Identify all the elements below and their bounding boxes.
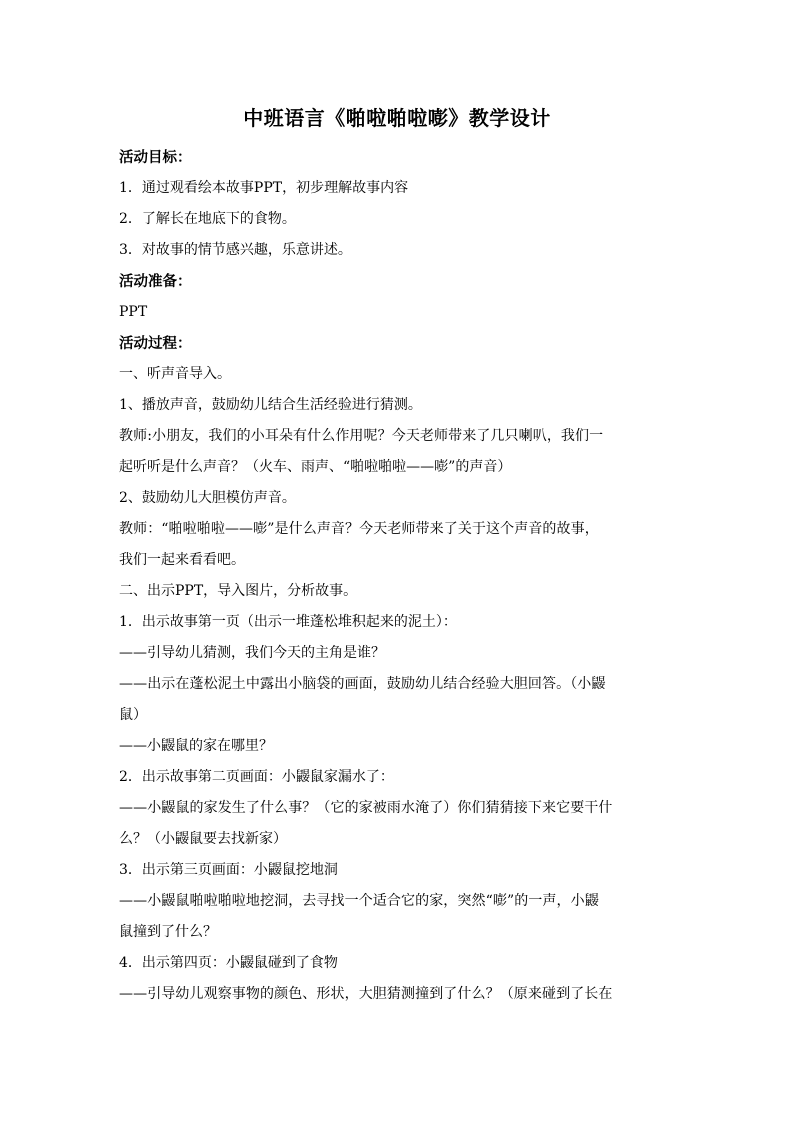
process-line: ——引导幼儿猜测，我们今天的主角是谁？ [119, 645, 385, 661]
process-heading: 活动过程： [119, 335, 192, 352]
document-body [119, 142, 679, 1010]
process-line: 教师:小朋友，我们的小耳朵有什么作用呢？今天老师带来了几只喇叭，我们一 [119, 428, 604, 444]
goal-item: 2．了解长在地底下的食物。 [119, 211, 296, 227]
goal-item: 1．通过观看绘本故事PPT，初步理解故事内容 [119, 180, 409, 196]
process-line: 鼠） [119, 707, 147, 723]
process-line: 4．出示第四页：小鼹鼠碰到了食物 [119, 955, 338, 971]
process-line: ——出示在蓬松泥土中露出小脑袋的画面，鼓励幼儿结合经验大胆回答。（小鼹 [119, 676, 606, 692]
process-line: 么？（小鼹鼠要去找新家） [119, 831, 287, 847]
process-line: 我们一起来看看吧。 [119, 552, 245, 568]
prep-heading: 活动准备： [119, 273, 192, 290]
process-line: 1．出示故事第一页（出示一堆蓬松堆积起来的泥土）： [119, 614, 457, 630]
prep-text: PPT [119, 304, 148, 320]
process-line: 教师：“啪啦啪啦——嘭”是什么声音？今天老师带来了关于这个声音的故事， [119, 521, 599, 537]
process-line: 鼠撞到了什么？ [119, 924, 217, 940]
process-line: 一、听声音导入。 [119, 366, 231, 382]
process-line: 二、出示PPT，导入图片，分析故事。 [119, 583, 358, 599]
process-line: 起听听是什么声音？（火车、雨声、“啪啦啪啦——嘭”的声音） [119, 459, 512, 475]
document-title: 中班语言《啪啦啪啦嘭》教学设计 [243, 106, 551, 130]
process-line: ——小鼹鼠的家发生了什么事？（它的家被雨水淹了）你们猜猜接下来它要干什 [119, 800, 613, 816]
goals-heading: 活动目标： [119, 149, 192, 166]
process-line: ——小鼹鼠的家在哪里？ [119, 738, 273, 754]
process-line: 1、播放声音，鼓励幼儿结合生活经验进行猜测。 [119, 397, 422, 413]
process-line: 3．出示第三页画面：小鼹鼠挖地洞 [119, 862, 338, 878]
process-line: ——小鼹鼠啪啦啪啦地挖洞，去寻找一个适合它的家，突然“嘭”的一声，小鼹 [119, 893, 599, 909]
goal-item: 3．对故事的情节感兴趣，乐意讲述。 [119, 242, 352, 258]
process-line: 2、鼓励幼儿大胆模仿声音。 [119, 490, 296, 506]
process-line: ——引导幼儿观察事物的颜色、形状，大胆猜测撞到了什么？（原来碰到了长在 [119, 986, 613, 1002]
process-line: 2．出示故事第二页画面：小鼹鼠家漏水了： [119, 769, 394, 785]
